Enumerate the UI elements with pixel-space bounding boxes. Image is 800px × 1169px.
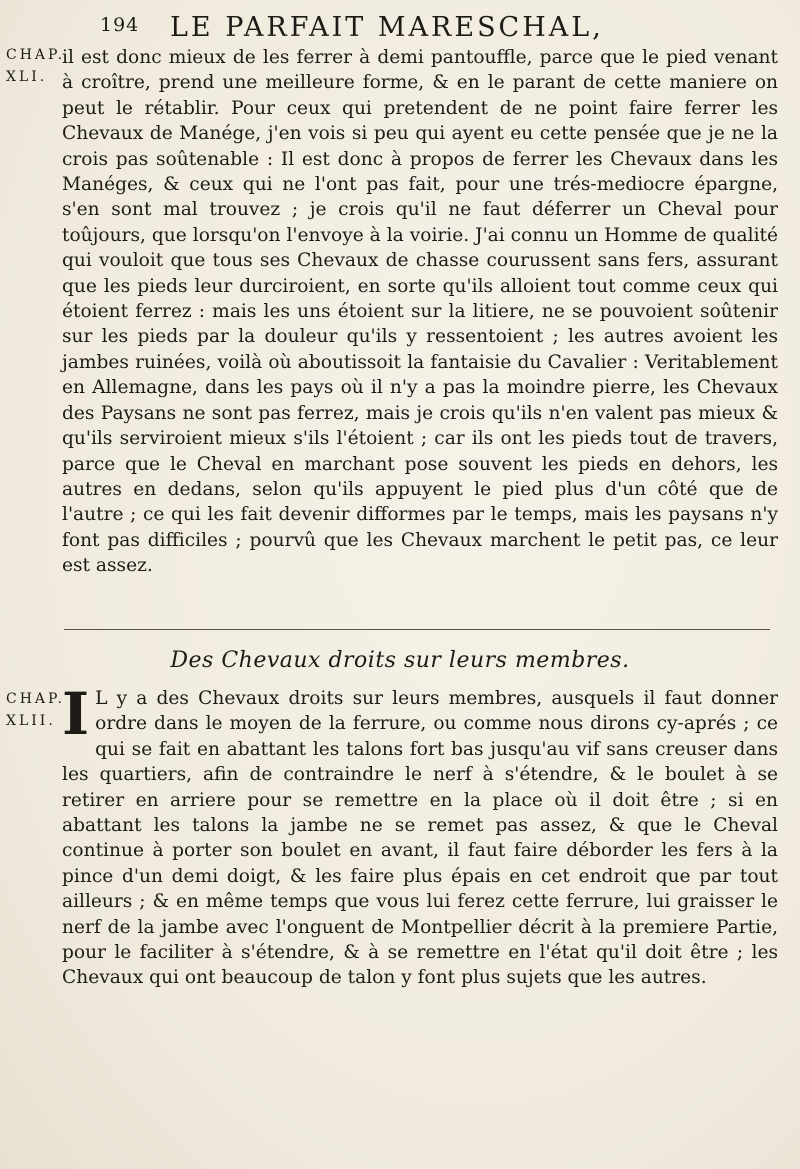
running-title: LE PARFAIT MARESCHAL, bbox=[170, 12, 604, 43]
paragraph-droits bbox=[62, 680, 778, 991]
paragraph-continued: il est donc mieux de les ferrer à demi pantouffle, parce que le pied venant à croître, prend une meilleure forme, & en le parant de cette maniere on peut le rétablir. Pour ceux qui pretendent de ne point faire ferrer les Chevaux de Manége, j'en vois si peu qui ayent eu cette pensée que je ne la crois pas soûtenable : Il est donc à propos de ferrer les Chevaux dans les Manéges, & ceux qui ne l'ont pas fait, pour une trés-mediocre épargne, s'en sont mal trouvez ; je crois qu'il ne faut déferrer un Cheval pour toûjours, que lorsqu'on l'envoye à la voirie. J'ai connu un Homme de qualité qui vouloit que tous ses Chevaux de chasse courussent sans fers, assurant que les pieds leur durciroient, en sorte qu'ils alloient tout comme ceux qui étoient ferrez : mais les uns étoient sur la litiere, ne se pouvoient soûtenir sur les pieds par la douleur qu'ils y ressentoient ; les autres avoient les jambes ruinées, voilà où aboutissoit la fantaisie du Cavalier : Veritablement en Allemagne, dans les pays où il n'y a pas la moindre pierre, les Chevaux des Paysans ne sont pas ferrez, mais je crois qu'ils n'en valent pas mieux & qu'ils serviroient mieux s'ils l'étoient ; car ils ont les pieds tout de travers, parce que le Cheval en marchant pose souvent les pieds en dehors, les autres en dedans, selon qu'ils appuyent le pied plus d'un côté que de l'autre ; ce qui les fait devenir difformes par le temps, mais les paysans n'y font pas difficiles ; pourvû que les Chevaux marchent le petit pas, ce leur est assez. bbox=[62, 47, 778, 577]
drop-cap: I bbox=[62, 680, 90, 748]
paragraph-body: L y a des Chevaux droits sur leurs membres, ausquels il faut donner ordre dans le moyen de la ferrure, ou comme nous dirons cy-aprés ; ce qui se fait en abattant les talons fort bas jusqu'au vif sans creuser dans les quartiers, afin de contraindre le nerf à s'étendre, & le boulet à se retirer en arriere pour se remettre en la place où il doit être ; si en abattant les talons la jambe ne se remet pas assez, & que le Cheval continue à porter son boulet en avant, il faut faire déborder les fers à la pince d'un demi doigt, & les faire plus épais en cet endroit que par tout ailleurs ; & en même temps que vous lui ferez cette ferrure, lui graisser le nerf de la jambe avec l'onguent de Montpellier décrit à la premiere Partie, pour le faciliter à s'étendre, & à se remettre en l'état qu'il doit être ; les Chevaux qui ont beaucoup de talon y font plus sujets que les autres. bbox=[62, 688, 778, 989]
margin-note-chap-label: CHAP. bbox=[6, 47, 66, 63]
margin-note-chap-number: XLI. bbox=[6, 69, 48, 85]
margin-note-chapter-41 bbox=[6, 44, 66, 88]
section-divider bbox=[64, 629, 770, 630]
page-number: 194 bbox=[100, 14, 140, 36]
margin-note-chap-number: XLII. bbox=[6, 713, 56, 729]
section-title: Des Chevaux droits sur leurs membres. bbox=[170, 648, 630, 673]
margin-note-chapter-42 bbox=[6, 688, 66, 732]
margin-note-chap-label: CHAP. bbox=[6, 691, 66, 707]
